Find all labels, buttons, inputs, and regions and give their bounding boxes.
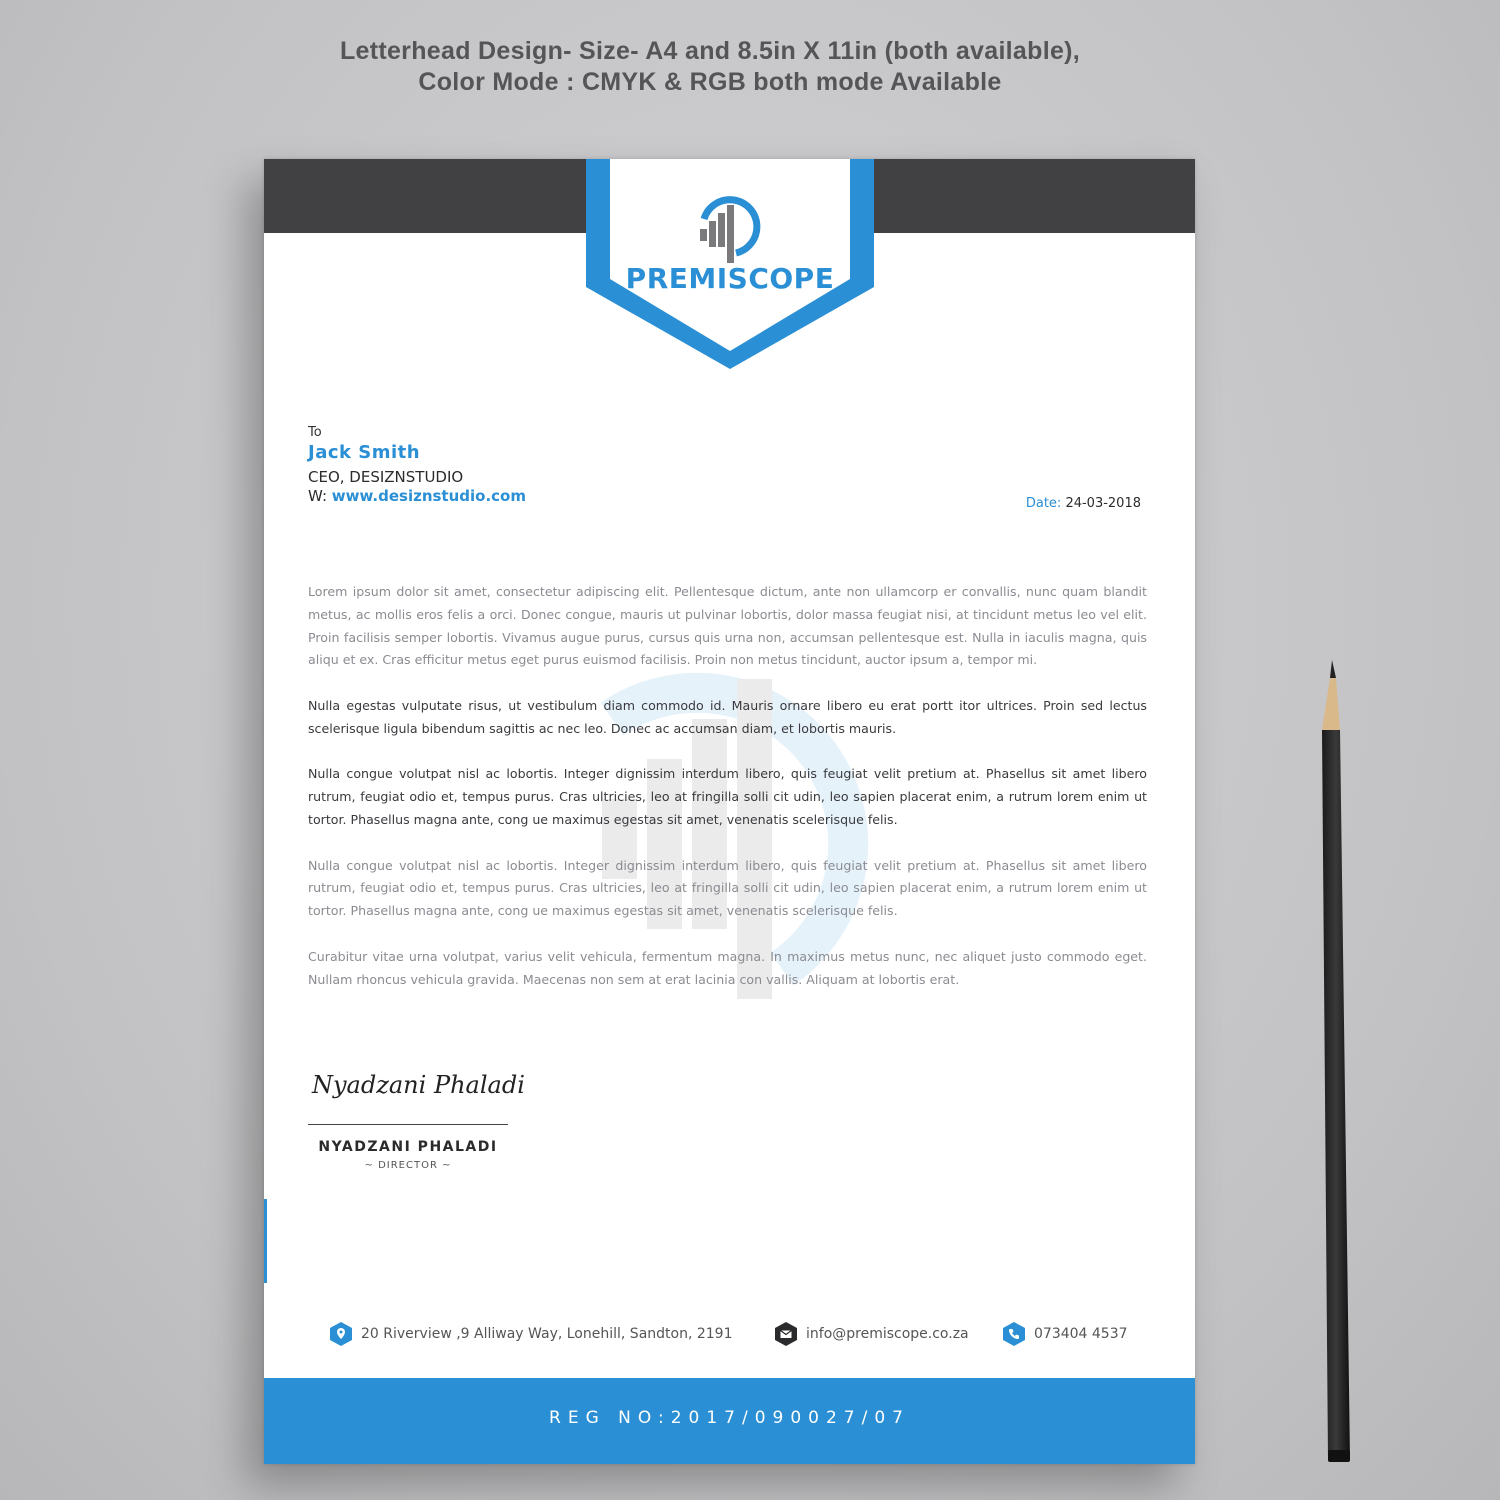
contact-phone (1003, 1322, 1128, 1346)
website-link[interactable]: www.desiznstudio.com (331, 487, 526, 505)
date-value: 24-03-2018 (1065, 496, 1141, 511)
body-paragraph-1: Lorem ipsum dolor sit amet, consectetur adipiscing elit. Pellentesque dictum, ante non ullamcorp er convallis, nunc quam blandit metus, ac mollis eros felis a orci. Donec congue, mauris ut pulvinar lobortis, dolor massa feugiat nisi, at tincidunt metus leo vel elit. Proin facilisis semper lobortis. Vivamus augue purus, cursus quis urna non, accumsan pellentesque est. Nulla in iaculis magna, quis aliqu et ex. Cras efficitur metus eget purus euismod facilisis. Proin non metus tincidunt, auctor ipsum a, tempor mi. (308, 584, 1147, 668)
phone-text[interactable]: 073404 4537 (1034, 1326, 1128, 1342)
left-accent-bar (264, 1199, 267, 1283)
phone-icon (1003, 1322, 1025, 1346)
signatory-role: ~ DIRECTOR ~ (364, 1160, 452, 1171)
to-label: To (308, 425, 322, 440)
address-text: 20 Riverview ,9 Alliway Way, Lonehill, Sandton, 2191 (361, 1326, 733, 1342)
recipient-title: CEO, DESIZNSTUDIO (308, 468, 464, 486)
body-paragraph-5: Curabitur vitae urna volutpat, varius velit vehicula, fermentum magna. In maximus metus nunc, nec aliquet justo commodo eget. Nullam rhoncus vehicula gravida. Maecenas non sem at erat lacinia con vallis. Aliquam at lobortis erat. (308, 948, 1147, 987)
pencil-illustration (1310, 660, 1370, 1470)
logo-mark-icon (694, 193, 764, 265)
registration-number: REG NO:2017/090027/07 (549, 1408, 910, 1428)
web-label: W: (308, 487, 328, 505)
recipient-website (308, 487, 526, 505)
signature-line (308, 1124, 508, 1125)
handwritten-signature: Nyadzani Phaladi (312, 1071, 525, 1099)
recipient-name: Jack Smith (308, 442, 421, 463)
letter-body (308, 581, 1147, 1014)
body-paragraph-3: Nulla congue volutpat nisl ac lobortis. Integer dignissim interdum libero, quis feugiat velit pretium at. Phasellus sit amet libero rutrum, feugiat odio et, tempus purus. Cras ultricies, leo at fringilla solli cit udin, leo sapien placerat enim, a rutrum lorem enim ut tortor. Phasellus magna ante, cong ue maximus egestas sit amet, venenatis scelerisque felis. (308, 766, 1147, 827)
location-pin-icon (330, 1322, 352, 1346)
body-paragraph-4: Nulla congue volutpat nisl ac lobortis. Integer dignissim interdum libero, quis feugiat velit pretium at. Phasellus sit amet libero rutrum, feugiat odio et, tempus purus. Cras ultricies, leo at fringilla solli cit udin, leo sapien placerat enim, a rutrum lorem enim ut tortor. Phasellus magna ante, cong ue maximus egestas sit amet, venenatis scelerisque felis. (308, 857, 1147, 919)
page-caption (0, 36, 1420, 98)
date-line (1026, 496, 1141, 511)
body-paragraph-2: Nulla egestas vulputate risus, ut vestibulum diam commodo id. Mauris ornare libero eu erat portt itor ultrices. Proin sed lectus scelerisque ligula bibendum sagittis ac nec leo. Donec ac accumsan diam, et lobortis mauris. (308, 697, 1147, 736)
brand-name: PREMISCOPE (625, 262, 835, 295)
envelope-icon (775, 1322, 797, 1346)
email-text[interactable]: info@premiscope.co.za (806, 1326, 969, 1342)
date-label: Date: (1025, 496, 1062, 511)
caption-line-2: Color Mode : CMYK & RGB both mode Available (418, 68, 1002, 96)
letterhead-paper (264, 159, 1195, 1464)
contact-address (330, 1322, 733, 1346)
contact-email (775, 1322, 969, 1346)
caption-line-1: Letterhead Design- Size- A4 and 8.5in X 11in (both available), (339, 37, 1081, 65)
footer-bar (264, 1378, 1195, 1464)
recipient-block (308, 425, 526, 505)
signatory-name: NYADZANI PHALADI (318, 1139, 498, 1155)
